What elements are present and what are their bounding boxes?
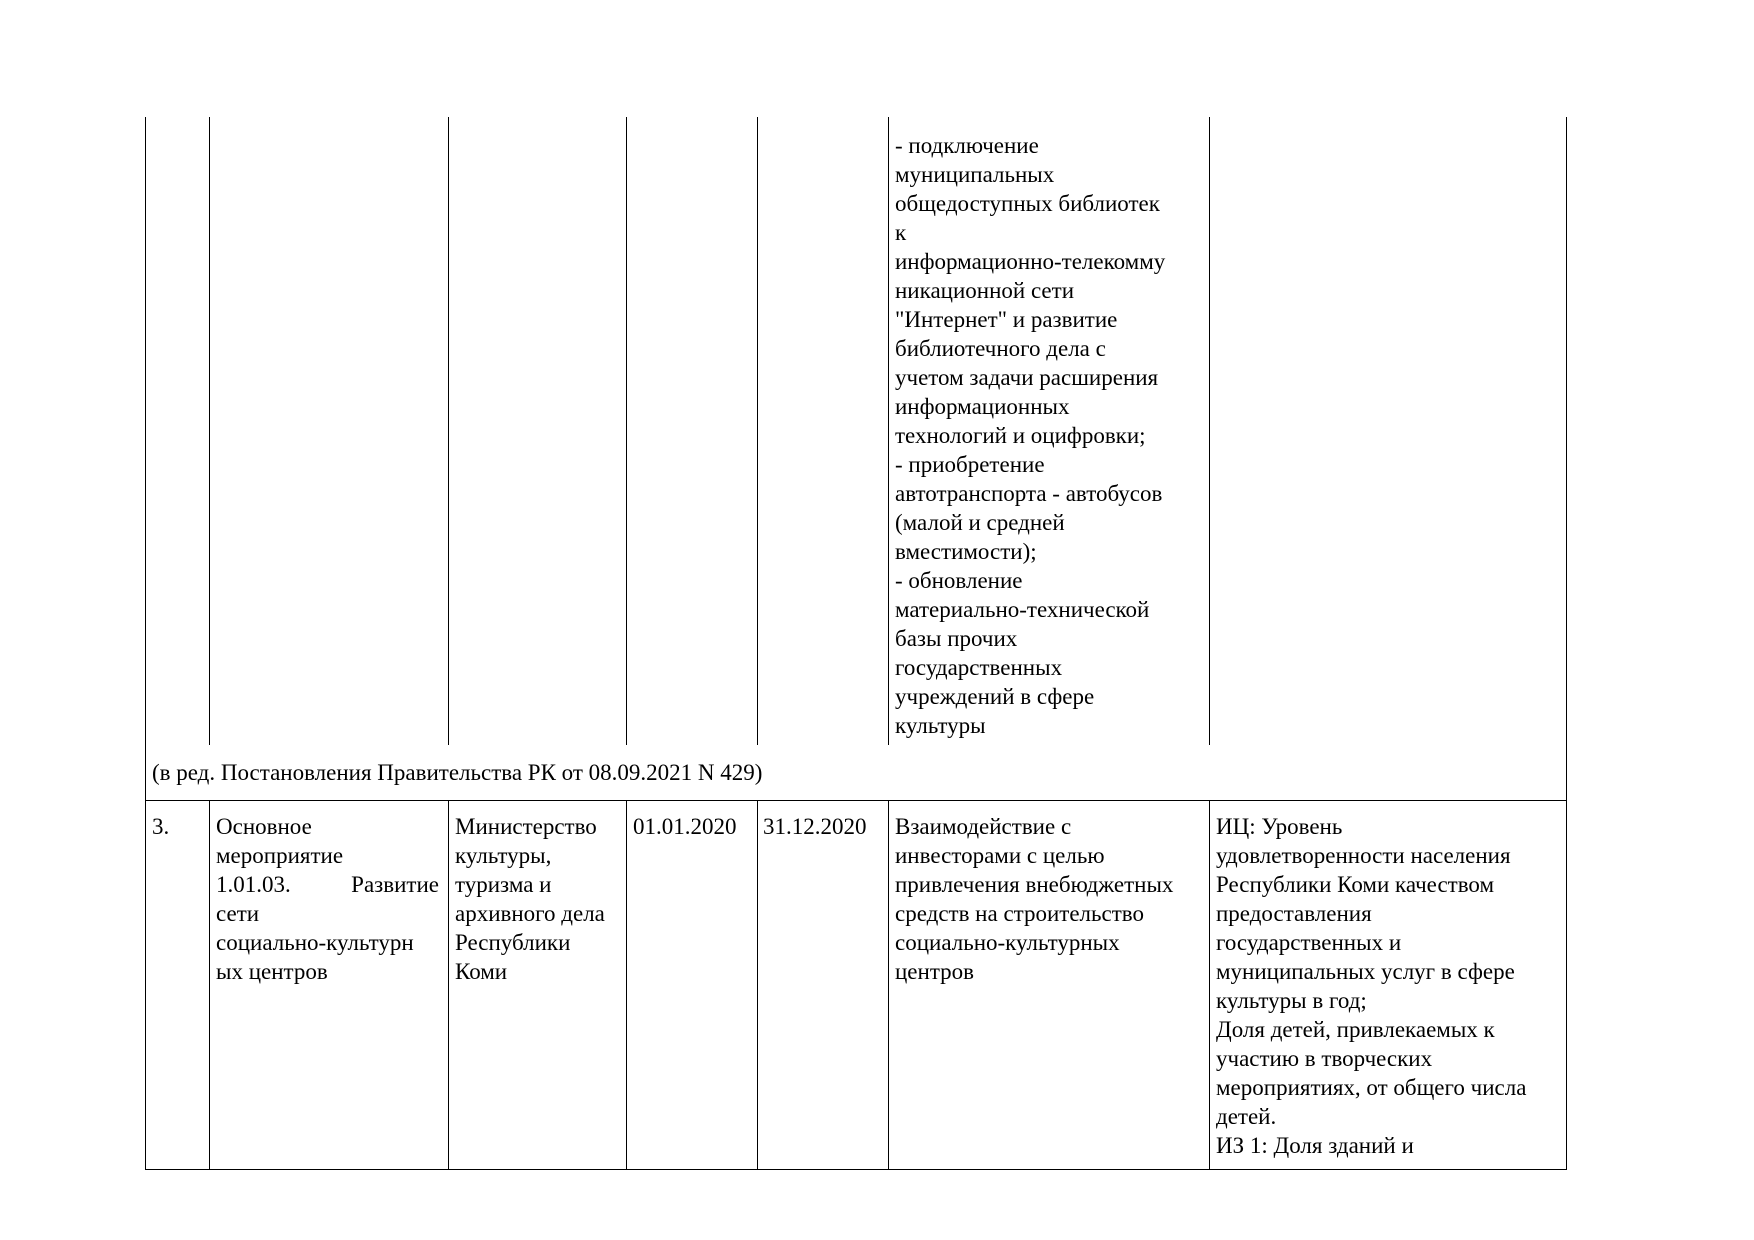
table-border <box>626 800 627 1170</box>
table-border <box>145 1169 1567 1170</box>
table-border <box>1566 117 1567 745</box>
activity-word: Развитие <box>351 872 439 897</box>
table-border <box>145 800 146 1170</box>
activity-title <box>216 812 444 986</box>
indicators: ИЦ: Уровень удовлетворенности населения Республики Коми качеством предоставления государственных и муниципальных услуг в сфере культуры в год; Доля детей, привлекаемых к участию в творческих мероприятиях, от общего числа детей. ИЗ 1: Доля зданий и <box>1216 814 1527 1158</box>
activity-description: Взаимодействие с инвесторами с целью привлечения внебюджетных средств на строительство социально-культурных центров <box>895 814 1174 984</box>
table-border <box>145 800 1567 801</box>
row-number: 3. <box>152 814 170 839</box>
amendment-note: (в ред. Постановления Правительства РК от 08.09.2021 N 429) <box>152 760 763 785</box>
table-border <box>1209 800 1210 1170</box>
activity-line: сети социально-культурн ых центров <box>216 901 414 984</box>
table-border <box>145 117 146 745</box>
table-border <box>448 800 449 1170</box>
table-border <box>626 117 627 745</box>
table-border <box>1566 745 1567 800</box>
responsible-executor: Министерство культуры, туризма и архивного дела Республики Коми <box>455 814 605 984</box>
table-border <box>448 117 449 745</box>
continuation-description: - подключение муниципальных общедоступных библиотек к информационно-телекомму никационной сети "Интернет" и развитие библиотечного дела с учетом задачи расширения информационных технологий и оцифровки; - приобретение автотранспорта - автобусов (малой и средней вместимости); - обновление материально-технической базы прочих государственных учреждений в сфере культуры <box>895 133 1166 738</box>
table-border <box>757 117 758 745</box>
table-border <box>209 800 210 1170</box>
activity-code: 1.01.03. <box>216 872 291 897</box>
table-border <box>145 745 146 800</box>
activity-code-line <box>216 870 439 899</box>
table-border <box>888 117 889 745</box>
table-border <box>757 800 758 1170</box>
table-border <box>1209 117 1210 745</box>
start-date: 01.01.2020 <box>633 814 737 839</box>
activity-line: Основное <box>216 814 312 839</box>
end-date: 31.12.2020 <box>763 814 867 839</box>
activity-line: мероприятие <box>216 843 344 868</box>
table-border <box>1566 800 1567 1170</box>
table-border <box>209 117 210 745</box>
table-border <box>888 800 889 1170</box>
